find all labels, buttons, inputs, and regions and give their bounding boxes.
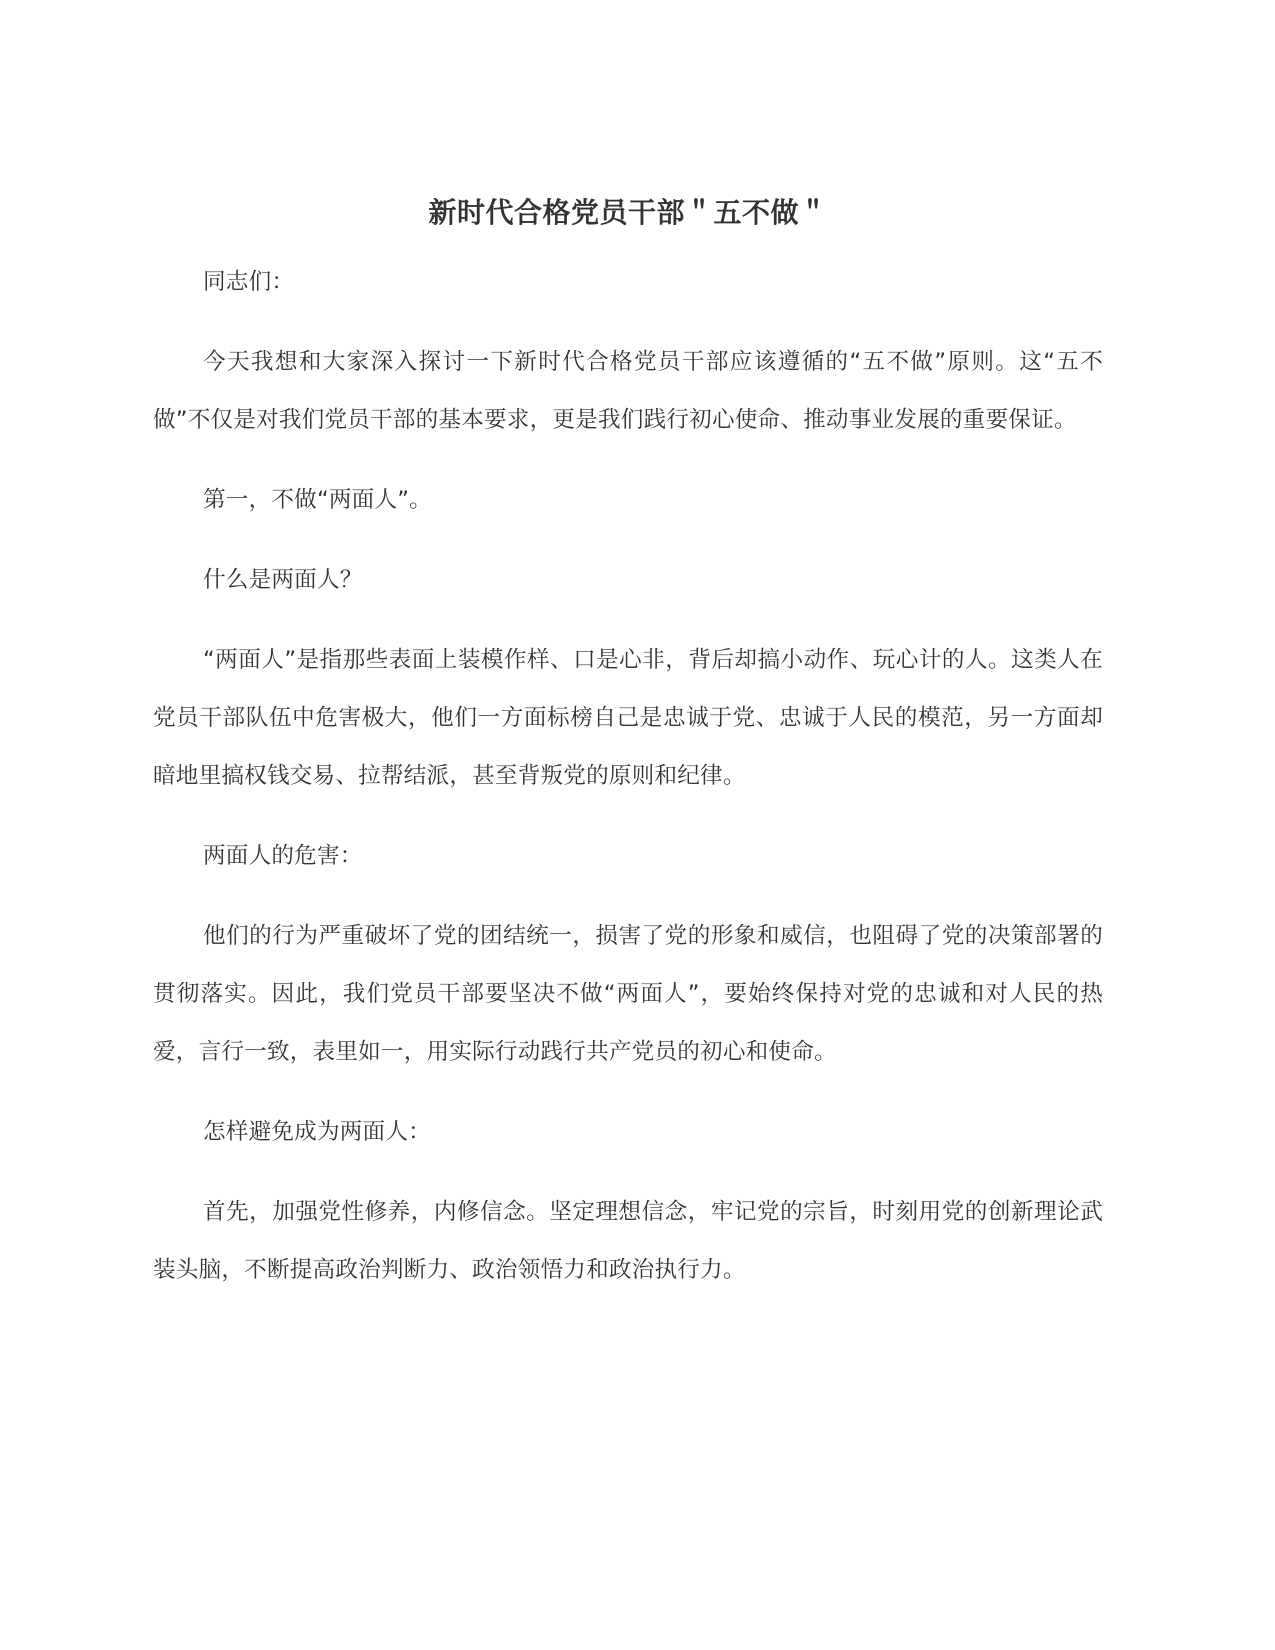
document-title: 新时代合格党员干部＂五不做＂: [428, 196, 828, 229]
avoid-paragraph: 首先，加强党性修养，内修信念。坚定理想信念，牢记党的宗旨，时刻用党的创新理论武装头脑，不断提高政治判断力、政治领悟力和政治执行力。: [153, 1199, 1103, 1283]
document-body: [153, 183, 1103, 1299]
harm-paragraph: 他们的行为严重破坏了党的团结统一，损害了党的形象和威信，也阻碍了党的决策部署的贯彻落实。因此，我们党员干部要坚决不做“两面人”，要始终保持对党的忠诚和对人民的热爱，言行一致，表里如一，用实际行动践行共产党员的初心和使命。: [153, 923, 1103, 1065]
section-heading-first: 第一，不做“两面人”。: [203, 487, 432, 513]
intro-paragraph: 今天我想和大家深入探讨一下新时代合格党员干部应该遵循的“五不做”原则。这“五不做”不仅是对我们党员干部的基本要求，更是我们践行初心使命、推动事业发展的重要保证。: [153, 349, 1103, 433]
definition-paragraph: “两面人”是指那些表面上装模作样、口是心非，背后却搞小动作、玩心计的人。这类人在党员干部队伍中危害极大，他们一方面标榜自己是忠诚于党、忠诚于人民的模范，另一方面却暗地里搞权钱交易、拉帮结派，甚至背叛党的原则和纪律。: [153, 647, 1103, 789]
subheading-harm: 两面人的危害：: [203, 843, 363, 869]
subheading-how-to-avoid: 怎样避免成为两面人：: [203, 1119, 431, 1145]
subheading-what-is: 什么是两面人？: [203, 567, 363, 593]
salutation: 同志们：: [203, 269, 295, 295]
